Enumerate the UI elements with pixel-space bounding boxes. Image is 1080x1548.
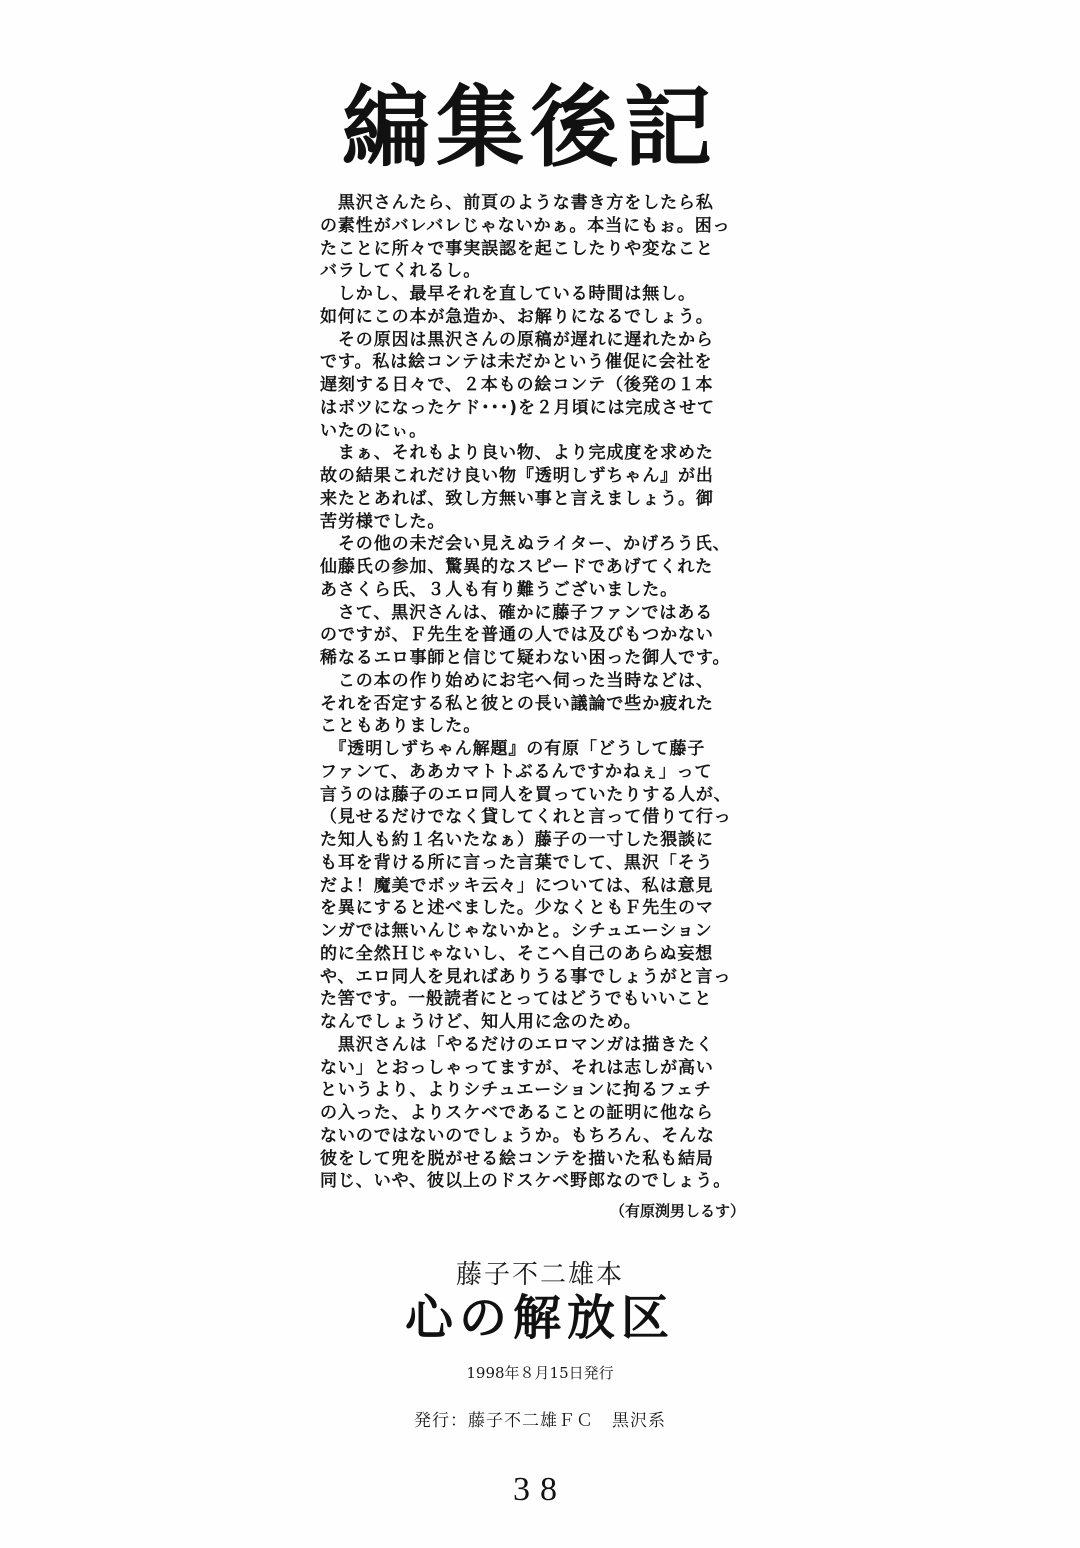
- body-line: ンガでは無いんじゃないかと。シチュエーション: [320, 921, 713, 941]
- colophon-subtitle: 藤子不二雄本: [455, 1260, 624, 1290]
- body-line: こともありました。: [320, 716, 482, 737]
- body-line: も耳を背ける所に言った言葉でして、黒沢「そう: [320, 852, 714, 873]
- body-line: この本の作り始めにお宅へ伺った当時などは、: [320, 670, 714, 691]
- body-line: 同じ、いや、彼以上のドスケベ野郎なのでしょう。: [320, 1171, 732, 1192]
- body-line: あさくら氏、３人も有り難うございました。: [320, 579, 678, 600]
- body-line: その他の未だ会い見えぬライター、かげろう氏、: [320, 534, 731, 555]
- body-line: の素性がバレバレじゃないかぁ。本当にもぉ。困っ: [320, 215, 731, 236]
- page-number: 38: [513, 1471, 567, 1508]
- body-line: 仙藤氏の参加、驚異的なスピードであげてくれた: [320, 557, 714, 577]
- body-line: た知人も約１名いたなぁ）藤子の一寸した猥談に: [320, 830, 714, 850]
- body-line: ファンて、ああカマトトぶるんですかねぇ」って: [320, 761, 713, 782]
- body-line: のですが、Ｆ先生を普通の人では及びもつかない: [320, 625, 714, 646]
- body-line: 遅刻する日々で、２本もの絵コンテ（後発の１本: [320, 375, 714, 395]
- body-line: です。私は絵コンテは未だかという催促に会社を: [320, 352, 713, 373]
- body-line: それを否定する私と彼との長い議論で些か疲れた: [320, 693, 714, 714]
- body-line: た筈です。一般読者にとってはどうでもいいこと: [320, 989, 713, 1010]
- body-line: はボツになったケド･･･)を２月頃には完成させて: [320, 397, 715, 418]
- body-line: なんでしょうけど、知人用に念のため。: [320, 1012, 642, 1032]
- body-line: （見せるだけでなく貸してくれと言って借りて行っ: [320, 807, 732, 828]
- body-line: しかし、最早それを直している時間は無し。: [320, 284, 696, 304]
- body-line: バラしてくれるし。: [320, 261, 482, 282]
- author-signature: （有原渕男しるす）: [609, 1202, 745, 1220]
- body-line: さて、黒沢さんは、確かに藤子ファンではある: [320, 602, 714, 623]
- body-line: いたのにぃ。: [320, 420, 428, 441]
- body-line: まぁ、それもより良い物、より完成度を求めた: [320, 443, 714, 464]
- body-line: というより、よりシチュエーションに拘るフェチ: [320, 1080, 712, 1101]
- body-line: 如何にこの本が急造か、お解りになるでしょう。: [320, 306, 714, 327]
- body-line: 稀なるエロ事師と信じて疑わない困った御人です。: [320, 648, 731, 668]
- body-line: の入った、よりスケベであることの証明に他なら: [320, 1103, 714, 1123]
- body-line: 故の結果これだけ良い物『透明しずちゃん』が出: [320, 466, 714, 486]
- page-title: 編集後記: [341, 75, 718, 179]
- body-line: 『透明しずちゃん解題』の有原「どうして藤子: [320, 739, 706, 759]
- body-line: 黒沢さんたら、前頁のような書き方をしたら私: [320, 193, 714, 213]
- body-line: や、エロ同人を見ればありうる事でしょうがと言っ: [320, 966, 732, 987]
- body-line: 的に全然Ｈじゃないし、そこへ自己のあらぬ妄想: [320, 943, 714, 964]
- publisher-line: 発行：藤子不二雄ＦＣ 黒沢系: [414, 1411, 666, 1431]
- body-line: たことに所々で事実誤認を起こしたりや変なこと: [320, 238, 714, 259]
- body-line: 黒沢さんは「やるだけのエロマンガは描きたく: [320, 1034, 714, 1055]
- body-line: 苦労様でした。: [320, 511, 446, 532]
- body-line: だよ！魔美でボッキ云々」については、私は意見: [320, 875, 714, 896]
- body-line: 来たとあれば、致し方無い事と言えましょう。御: [320, 488, 714, 509]
- body-line: 言うのは藤子のエロ同人を買っていたりする人が、: [320, 784, 732, 805]
- body-line: ない」とおっしゃってますが、それは志しが高い: [320, 1057, 714, 1078]
- body-line: ないのではないのでしょうか。もちろん、そんな: [320, 1125, 715, 1146]
- publication-date: 1998年８月15日発行: [466, 1364, 614, 1382]
- body-line: その原因は黒沢さんの原稿が遅れに遅れたから: [320, 329, 714, 350]
- afterword-body: [320, 192, 760, 1193]
- body-line: を異にすると述べました。少なくともＦ先生のマ: [320, 898, 714, 919]
- colophon-title: 心の解放区: [404, 1290, 675, 1346]
- body-line: 彼をして兜を脱がせる絵コンテを描いた私も結局: [320, 1148, 714, 1169]
